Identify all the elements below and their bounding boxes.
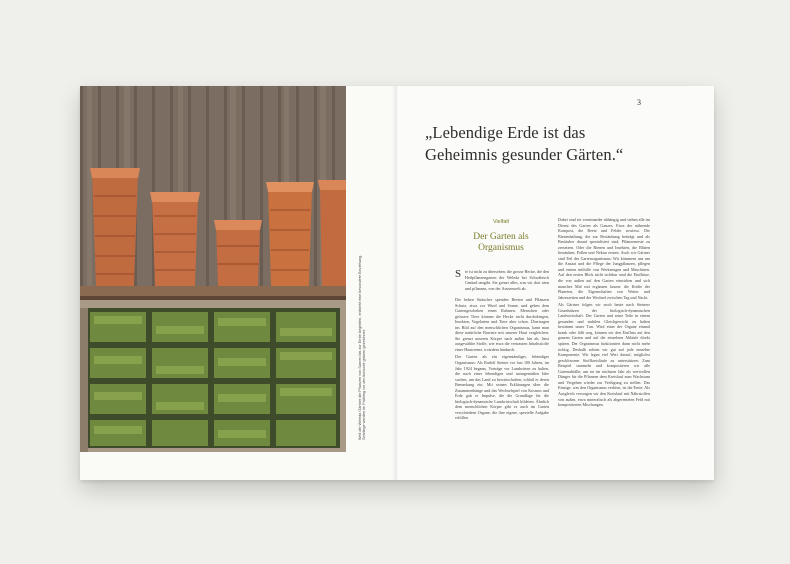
page-number: 3 bbox=[637, 98, 641, 107]
pull-quote-headline bbox=[425, 122, 695, 166]
body-paragraph: Dabei sind sie voneinander abhängig und stehen alle im Dienst des Garten als Ganzes. Etwa der nährende Kompost, die Beete und Felder sowieso. Die Bienenhaltung, die zur Bestäubung beiträgt und als Bestäuber darauf spezialisiert sind, Pflanzenreste zu zersetzen. Oder die Bienen und Insekten, die Blüten bestäuben, Pollen und Nektar ernten. Auch wir Gärtner sind Teil des Gartenorganismus: Wir kümmern uns um die Ansaat und die Pflege der Jungpflanzen, pflegen und ernten mithilfe von Werkzeugen und Maschinen. Auf den ersten Blick nicht sichtbar sind die Einflüsse, die von außen auf den Garten einwirken und sich manches Mal mit ergänzen lassen: die Kräfte der Planeten, die Eigenschaften von Wetter und Jahreszeiten und der Wechsel zwischen Tag und Nacht. bbox=[558, 217, 650, 300]
body-column-left-intro bbox=[465, 269, 549, 297]
terracotta-pots-photo bbox=[80, 86, 346, 452]
body-paragraph: Die hohen Sträucher spenden Beeten und Pflanzen Schutz, etwa vor Wind und Sonne, und geben dem Gartengeschehen einen Rahmen. Menschen oder grössere Tiere können die Hecke nicht durchdringen, Insekten, Vogelarten und Tiere aber schon. Übertragen ins Bild auf den menschlichen Organismus, kann man diese natürliche Barriere mit unserer Haut vergleichen: Sie grenzt unseren Körper nach außen hin ab, lässt ausgewählte Stoffe, wie etwa die vertrauten Inhaltsstoffe einer Hautcreme, trotzdem hindurch. bbox=[455, 297, 549, 352]
body-column-left bbox=[455, 297, 549, 460]
intro-paragraph: ie ist nicht zu übersehen: die grosse Hecke, die den Heilpflanzengarten der Weleda bei Schwäbisch Gmünd umgibt. Sie grenzt alles, was wir dort säen und pflanzen, von der Aussenwelt ab. bbox=[465, 269, 549, 291]
body-column-right bbox=[558, 217, 650, 459]
body-paragraph: Als Gärtner folgen wir noch heute nach Steiners Grundsätzen der biologisch-dynamischen Landwirtschaft. Der Garten und seine Teile in einem gesunden und stabilen Gleichgewicht zu halten bestimmt unser Tun. Wird einer der Organe einmal krank oder fällt weg, können wir den Einfluss auf den ganzen Garten und auf die einzelnen Abläufe direkt spüren. Der Organismus funktioniert dann nicht mehr richtig. Deshalb achten wir gut auf jede einzelne Komponente. Wir legen viel Wert darauf, möglichst geschlossene Stoffkreisläufe zu unterstützen: Zum Beispiel sammeln und kompostieren wir alle Gartenabfälle, um sie im nächsten Jahr als wertvollen Dünger für die Pflanzen dem Kreislauf zum Wachstum und Vergehen wieder zur Verfügung zu stellen. Das Einzige, was den Organismus verlässt, ist die Ernte. Als Ausgleich versorgen wir den Kreislauf mit Nährstoffen von außen, etwa mineralisch als abgerenteten Feld mit kompostierten Mischungen. bbox=[558, 302, 650, 408]
right-page bbox=[397, 86, 714, 480]
headline-line-2: Geheimnis gesunder Gärten.“ bbox=[425, 145, 624, 164]
magazine-spread bbox=[80, 86, 714, 480]
body-paragraph: Der Garten als ein eigenständiger, lebendiger Organismus: Als Rudolf Steiner vor fast 100 Jahren, im Jahr 1924 begann, Vorträge vor Landwirten zu halten, die nach einer lebendigen und naturgemäßen Idee suchen, um das Land zu bewirtschaften, schloß er deren Bemerkung ein. Mit seinen Erklärungen über die Zusammenhänge und das Wechselspiel von Kosmos und Erde gab er Impulse, die die Grundlage für die biologisch-dynamische Landwirtschaft bildeten. Ähnlich dem menschlichen Körper gibt es auch im Garten verschiedene Organe, die ihre eigene, spezielle Aufgabe erfüllen. bbox=[455, 354, 549, 421]
left-page bbox=[80, 86, 397, 480]
section-subhead bbox=[455, 232, 547, 254]
headline-line-1: „Lebendige Erde ist das bbox=[425, 123, 586, 142]
subhead-line-1: Der Garten als bbox=[473, 232, 529, 242]
subhead-line-2: Organismus bbox=[478, 243, 524, 253]
photo-caption: Weil die Weleda Gärtner die Pflanzen von Samen bis zur Ernte begleiten, entsteht eine besondere Beziehung. Setzlinge werden im Frühling vor der Aufzucht grünen gezeichnet. bbox=[358, 254, 367, 440]
section-kicker: Vielfalt bbox=[492, 219, 510, 225]
drop-cap: S bbox=[455, 268, 462, 280]
